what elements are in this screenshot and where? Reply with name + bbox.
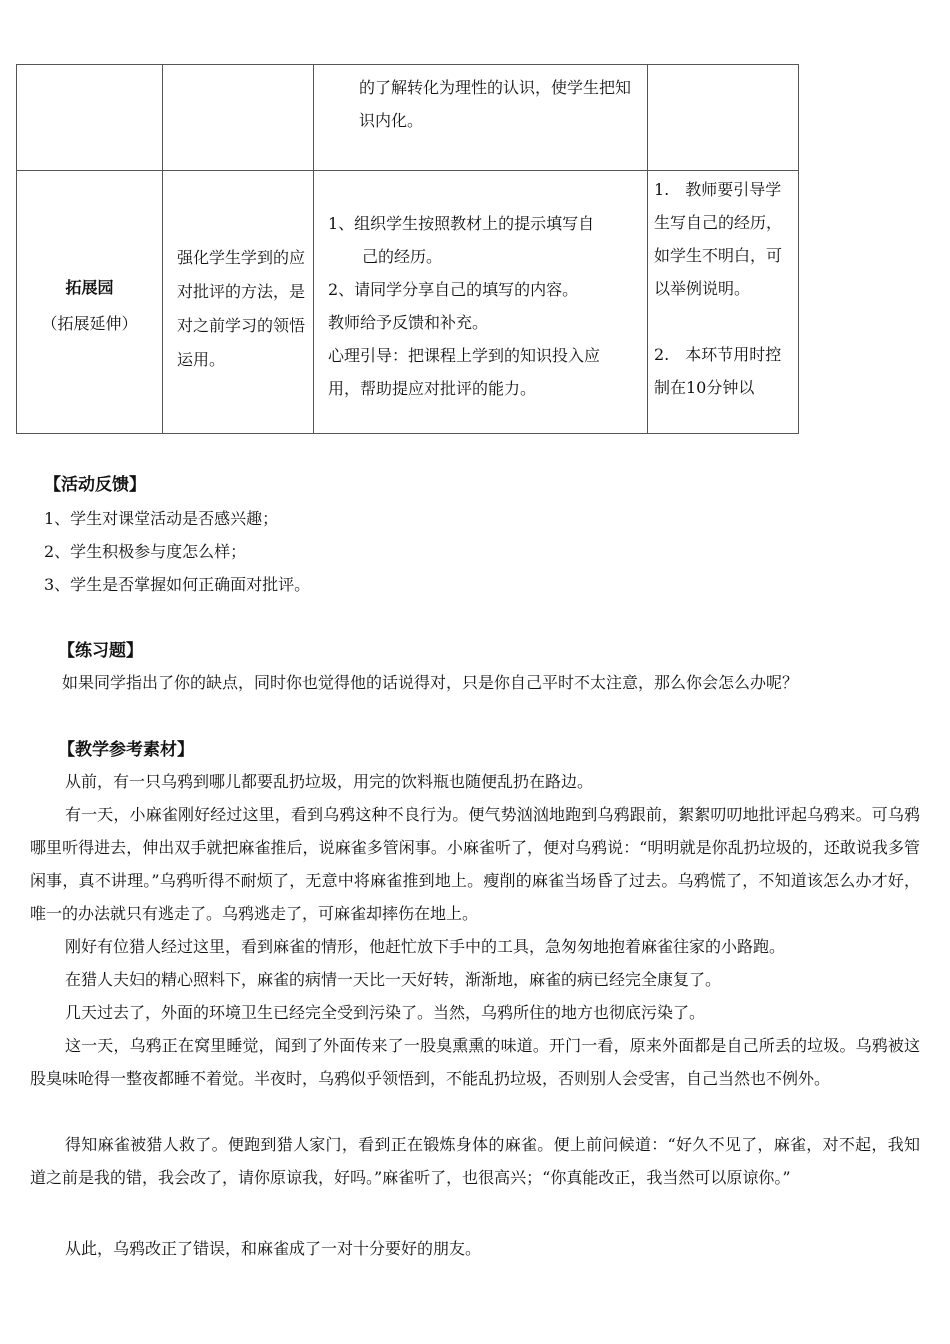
- note-item: 2. 本环节用时控制在10分钟以: [654, 345, 782, 397]
- step-line: 用，帮助提应对批评的能力。: [328, 379, 537, 398]
- story-paragraph: 在猎人夫妇的精心照料下，麻雀的病情一天比一天好转，渐渐地，麻雀的病已经完全康复了。: [65, 970, 722, 989]
- table-cell: [648, 65, 799, 171]
- story-paragraph: 刚好有位猎人经过这里，看到麻雀的情形，他赶忙放下手中的工具，急匆匆地抱着麻雀往家的小路跑。: [65, 937, 786, 956]
- table-cell: [163, 65, 314, 171]
- stage-subtitle: （拓展延伸）: [41, 314, 138, 333]
- story-paragraph: 几天过去了，外面的环境卫生已经完全受到污染了。当然，乌鸦所住的地方也彻底污染了。: [65, 1003, 706, 1022]
- activity-steps: [328, 207, 641, 405]
- lesson-plan-table: [16, 64, 799, 434]
- step-line: 己的经历。: [362, 247, 443, 266]
- table-row: [17, 65, 799, 171]
- table-cell: [314, 65, 648, 171]
- table-cell: [17, 65, 163, 171]
- story-paragraph: 从此，乌鸦改正了错误，和麻雀成了一对十分要好的朋友。: [65, 1239, 482, 1258]
- table-cell: [17, 171, 163, 434]
- reference-heading: 【教学参考素材】: [58, 740, 194, 760]
- step-line: 1、组织学生按照教材上的提示填写自: [328, 214, 595, 233]
- stage-title: 拓展园: [65, 278, 114, 297]
- story-paragraph: 有一天，小麻雀刚好经过这里，看到乌鸦这种不良行为。便气势汹汹地跑到乌鸦跟前，絮絮叨叨地批评起乌鸦来。可乌鸦哪里听得进去，伸出双手就把麻雀推后，说麻雀多管闲事。小麻雀听了，便对乌鸦说：“明明就是你乱扔垃圾的，还敢说我多管闲事，真不讲理。”乌鸦听得不耐烦了，无意中将麻雀推到地上。瘦削的麻雀当场昏了过去。乌鸦慌了，不知道该怎么办才好，唯一的办法就只有逃走了。乌鸦逃走了，可麻雀却摔伤在地上。: [30, 805, 920, 923]
- teacher-notes: [654, 173, 794, 431]
- step-line: 教师给予反馈和补充。: [328, 313, 489, 332]
- table-row: [17, 171, 799, 434]
- table-cell: [163, 171, 314, 434]
- story-paragraph: 得知麻雀被猎人救了。便跑到猎人家门，看到正在锻炼身体的麻雀。便上前问候道：“好久不见了，麻雀，对不起，我知道之前是我的错，我会改了，请你原谅我，好吗。”麻雀听了，也很高兴；“你真能改正，我当然可以原谅你。”: [30, 1135, 920, 1187]
- feedback-heading: 【活动反馈】: [44, 475, 146, 495]
- exercise-question: 如果同学指出了你的缺点，同时你也觉得他的话说得对，只是你自己平时不太注意，那么你会怎么办呢？: [62, 673, 799, 692]
- story-paragraph: 这一天，乌鸦正在窝里睡觉，闻到了外面传来了一股臭熏熏的味道。开门一看，原来外面都是自己所丢的垃圾。乌鸦被这股臭味呛得一整夜都睡不着觉。半夜时，乌鸦似乎领悟到，不能乱扔垃圾，否则别人会受害，自己当然也不例外。: [30, 1036, 920, 1088]
- step-line: 2、请同学分享自己的填写的内容。: [328, 280, 579, 299]
- step-line: 心理引导：把课程上学到的知识投入应: [328, 346, 601, 365]
- exercise-heading: 【练习题】: [58, 641, 143, 661]
- feedback-item: 2、学生积极参与度怎么样；: [44, 542, 247, 561]
- table-cell: [314, 171, 648, 434]
- note-item: 1. 教师要引导学生写自己的经历，如学生不明白，可以举例说明。: [654, 180, 783, 298]
- table-cell: [648, 171, 799, 434]
- feedback-item: 1、学生对课堂活动是否感兴趣；: [44, 509, 279, 528]
- activity-description: 的了解转化为理性的认识，使学生把知识内化。: [359, 78, 632, 130]
- feedback-item: 3、学生是否掌握如何正确面对批评。: [44, 575, 311, 594]
- story-paragraph: 从前，有一只乌鸦到哪儿都要乱扔垃圾，用完的饮料瓶也随便乱扔在路边。: [65, 772, 594, 791]
- stage-goal: 强化学生学到的应对批评的方法，是对之前学习的领悟运用。: [177, 248, 306, 369]
